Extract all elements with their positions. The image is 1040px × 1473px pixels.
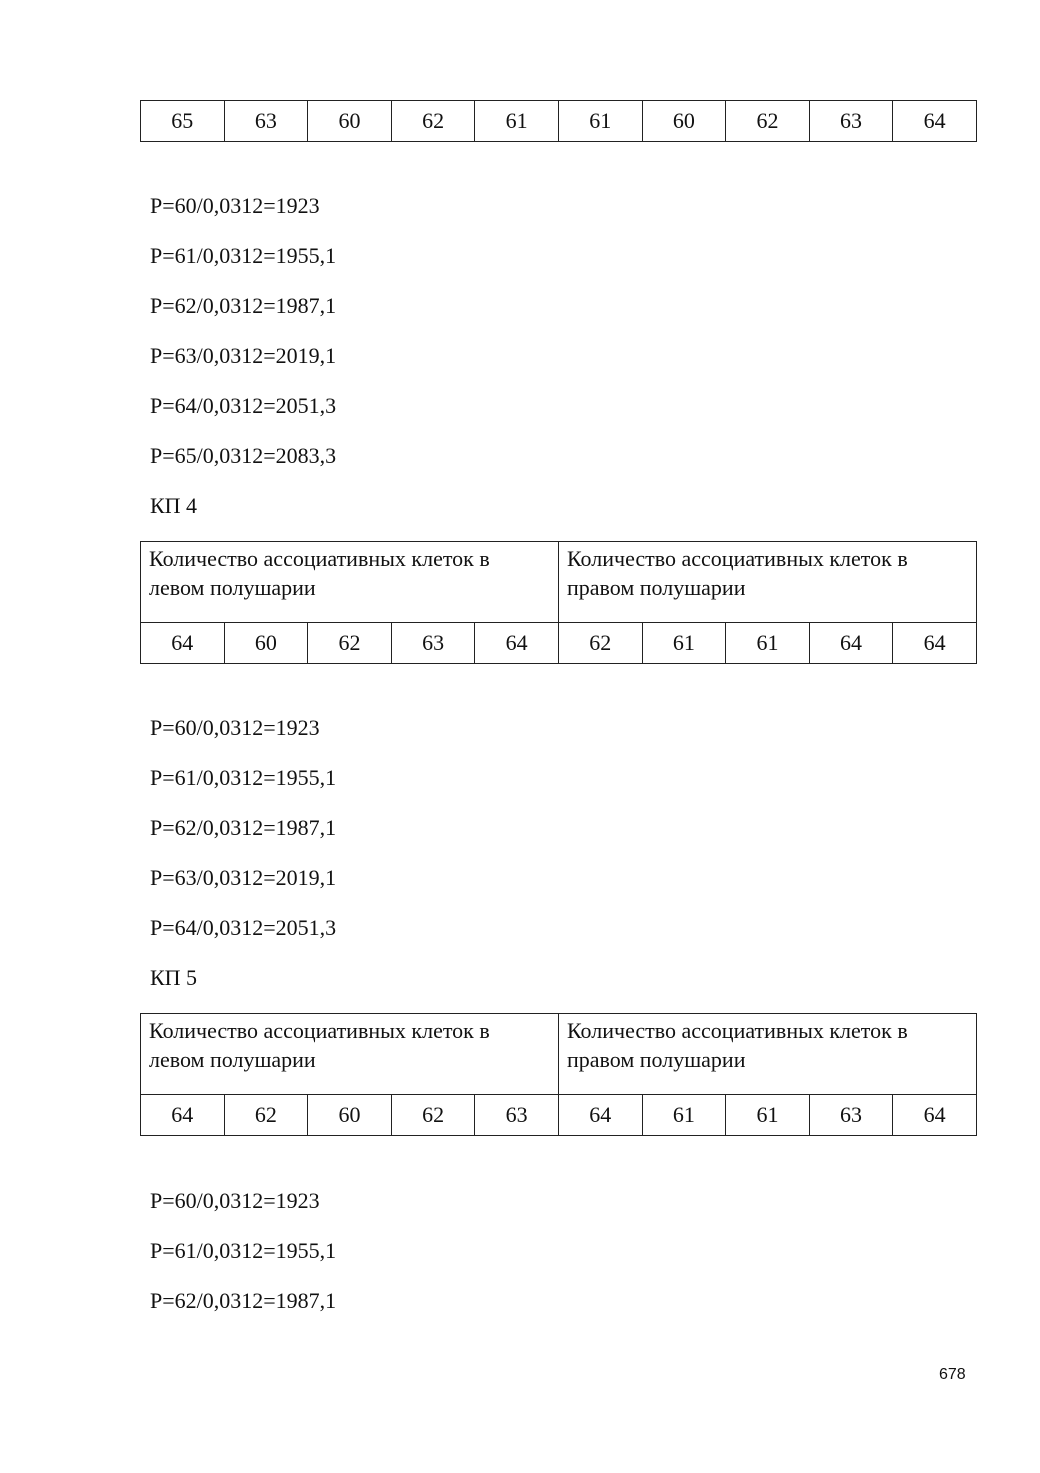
right-hemisphere-header: Количество ассоциативных клеток в правом полушарии (558, 1014, 976, 1095)
table-cell: 62 (391, 1095, 475, 1136)
table-cell: 60 (308, 101, 392, 142)
formula-line: P=60/0,0312=1923 (150, 715, 320, 740)
kp5-table (140, 1013, 977, 1136)
formula-line: P=65/0,0312=2083,3 (150, 443, 337, 468)
formula-line: P=64/0,0312=2051,3 (150, 915, 337, 940)
formula-line: P=61/0,0312=1955,1 (150, 765, 337, 790)
formula-line: P=60/0,0312=1923 (150, 193, 320, 218)
left-hemisphere-header: Количество ассоциативных клеток в левом полушарии (141, 1014, 559, 1095)
formula-line: P=61/0,0312=1955,1 (150, 243, 337, 268)
formula-line: P=63/0,0312=2019,1 (150, 865, 337, 890)
table-cell: 61 (475, 101, 559, 142)
formula-line: P=62/0,0312=1987,1 (150, 815, 337, 840)
table-cell: 60 (224, 623, 308, 664)
table-cell: 61 (558, 101, 642, 142)
section-title-kp5: КП 5 (150, 965, 198, 990)
formula-line: P=61/0,0312=1955,1 (150, 1238, 337, 1263)
kp4-table (140, 541, 977, 664)
table-cell: 60 (642, 101, 726, 142)
table-cell: 62 (558, 623, 642, 664)
table-cell: 64 (893, 101, 977, 142)
table-row (141, 1095, 977, 1136)
table-header-row (141, 1014, 977, 1095)
table-cell: 64 (141, 1095, 225, 1136)
table-cell: 63 (809, 101, 893, 142)
table-cell: 61 (642, 623, 726, 664)
table-cell: 61 (642, 1095, 726, 1136)
table-header-row (141, 542, 977, 623)
table-cell: 62 (391, 101, 475, 142)
formula-line: P=62/0,0312=1987,1 (150, 1288, 337, 1313)
table-cell: 63 (224, 101, 308, 142)
table-cell: 62 (224, 1095, 308, 1136)
table-cell: 62 (726, 101, 810, 142)
right-hemisphere-header: Количество ассоциативных клеток в правом полушарии (558, 542, 976, 623)
table-cell: 62 (308, 623, 392, 664)
table-cell: 61 (726, 1095, 810, 1136)
table-cell: 63 (391, 623, 475, 664)
values-table-continued (140, 100, 977, 142)
table-cell: 64 (893, 623, 977, 664)
table-cell: 64 (809, 623, 893, 664)
table-cell: 60 (308, 1095, 392, 1136)
formula-line: P=60/0,0312=1923 (150, 1188, 320, 1213)
formula-line: P=64/0,0312=2051,3 (150, 393, 337, 418)
table-cell: 63 (475, 1095, 559, 1136)
table-cell: 64 (893, 1095, 977, 1136)
table-row (141, 101, 977, 142)
section-title-kp4: КП 4 (150, 493, 198, 518)
table-cell: 65 (141, 101, 225, 142)
page-number: 678 (939, 1366, 966, 1383)
table-cell: 64 (141, 623, 225, 664)
table-row (141, 623, 977, 664)
table-cell: 63 (809, 1095, 893, 1136)
formula-line: P=62/0,0312=1987,1 (150, 293, 337, 318)
table-cell: 61 (726, 623, 810, 664)
formula-line: P=63/0,0312=2019,1 (150, 343, 337, 368)
table-cell: 64 (558, 1095, 642, 1136)
left-hemisphere-header: Количество ассоциативных клеток в левом полушарии (141, 542, 559, 623)
table-cell: 64 (475, 623, 559, 664)
